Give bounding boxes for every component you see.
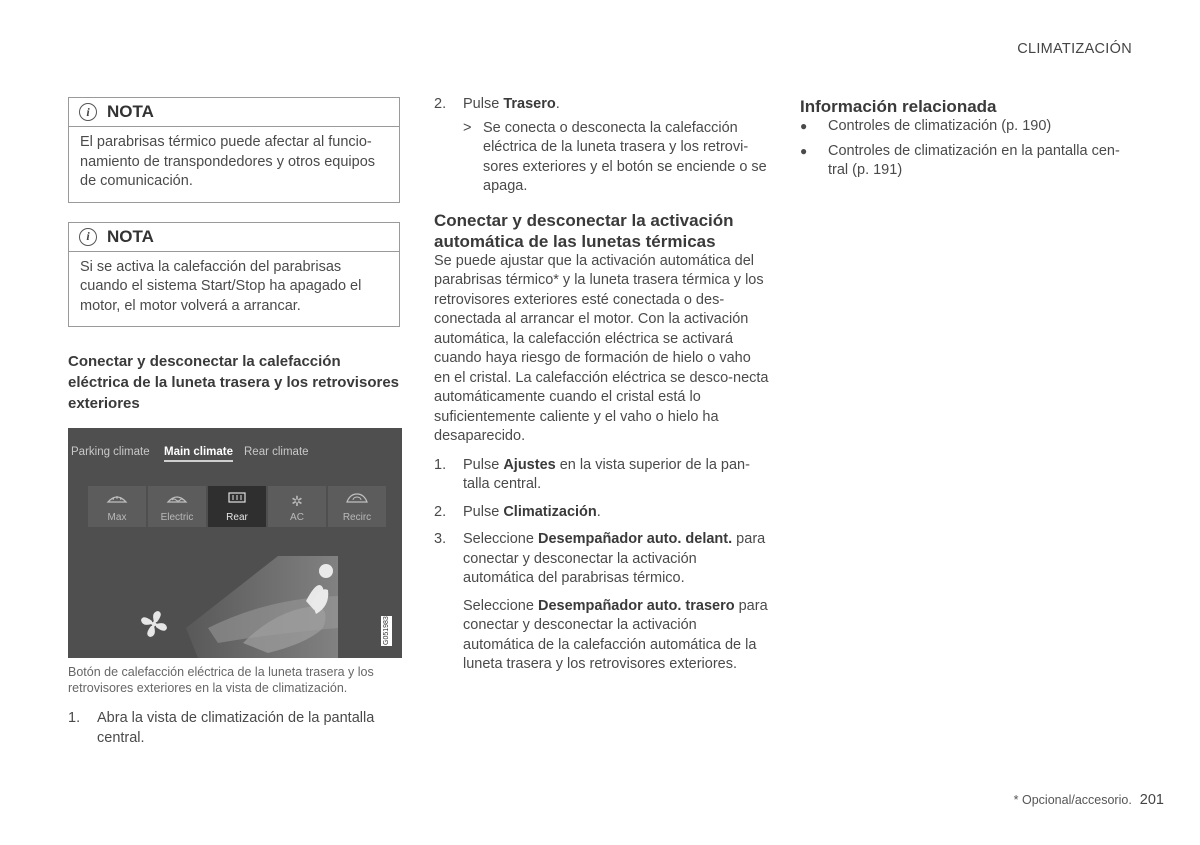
figure-caption: Botón de calefacción eléctrica de la luneta trasera y los retrovisores exteriores en la vista de climatización.	[68, 665, 374, 695]
middle-column	[434, 95, 770, 675]
ac-button: ✲ AC	[268, 486, 326, 527]
page-number: 201	[1139, 792, 1164, 808]
bullet-icon: ●	[800, 119, 808, 133]
note-box	[68, 222, 400, 328]
step-item: 2. Pulse Trasero.	[434, 96, 560, 112]
intro-paragraph: Se puede ajustar que la activación automática del parabrisas térmico* y la luneta trasera térmica y los retrovisores exteriores esté conectada o des-conectada al arrancar el motor. Con la activación automática, la calefacción eléctrica se activará cuando haya riesgo de formación de hielo o vaho en el cristal. La calefacción eléctrica se desco-necta automáticamente cuando el cristal está lo suficientemente caliente y el vaho o hielo ha desaparecido.	[434, 252, 769, 444]
info-icon: i	[79, 103, 97, 121]
left-column	[68, 97, 400, 748]
note-title: NOTA	[107, 102, 154, 121]
step-item: 1. Abra la vista de climatización de la pantalla central.	[68, 710, 375, 746]
climate-screen-figure	[68, 428, 402, 658]
note-header	[69, 223, 399, 252]
footnote: * Opcional/accesorio.	[1013, 793, 1132, 807]
related-link[interactable]: ● Controles de climatización (p. 190)	[800, 117, 1136, 137]
related-link[interactable]: ● Controles de climatización en la pantalla cen-tral (p. 191)	[800, 142, 1136, 181]
recirculation-button: Recirc	[328, 486, 386, 527]
snowflake-icon: ✲	[291, 493, 303, 509]
max-defrost-button: Max	[88, 486, 146, 527]
note-body: Si se activa la calefacción del parabrisas cuando el sistema Start/Stop ha apagado el motor, el motor volverá a arrancar.	[80, 258, 362, 314]
note-header	[69, 98, 399, 127]
step-item: 3. Seleccione Desempañador auto. delant. para conectar y desconectar la activación automática del parabrisas térmico.	[434, 531, 766, 586]
rear-defrost-button: Rear	[208, 486, 266, 527]
tab-main-climate: Main climate	[164, 446, 233, 462]
page-footer	[1014, 792, 1164, 808]
figure-code: G051983	[383, 616, 390, 646]
info-icon: i	[79, 228, 97, 246]
note-box	[68, 97, 400, 203]
tab-parking-climate: Parking climate	[71, 446, 150, 458]
step-item: 2. Pulse Climatización.	[434, 503, 601, 520]
electric-defrost-button: Electric	[148, 486, 206, 527]
section-heading: Conectar y desconectar la calefacción eléctrica de la luneta trasera y los retrovisores exteriores	[68, 353, 400, 412]
seat-illustration	[68, 428, 402, 658]
step-item: 1. Pulse Ajustes en la vista superior de la pan-talla central.	[434, 456, 750, 492]
step-item-continued: Seleccione Desempañador auto. trasero para conectar y desconectar la activación automática de la calefacción automática de la luneta trasera y los retrovisores exteriores.	[463, 597, 768, 672]
related-info-heading: Información relacionada	[800, 97, 997, 116]
bullet-icon: ●	[800, 143, 808, 158]
note-title: NOTA	[107, 226, 154, 246]
step-result: > Se conecta o desconecta la calefacción eléctrica de la luneta trasera y los retrovi-sores exteriores y el botón se enciende o se apaga.	[463, 119, 767, 194]
fan-icon	[141, 611, 167, 637]
note-body: El parabrisas térmico puede afectar al funcio-namiento de transpondedores y otros equipos de comunicación.	[80, 134, 376, 189]
section-title: CLIMATIZACIÓN	[1017, 41, 1132, 57]
tab-rear-climate: Rear climate	[244, 446, 309, 458]
right-column	[800, 96, 1136, 186]
section-heading: Conectar y desconectar la activación automática de las lunetas térmicas	[434, 210, 734, 251]
